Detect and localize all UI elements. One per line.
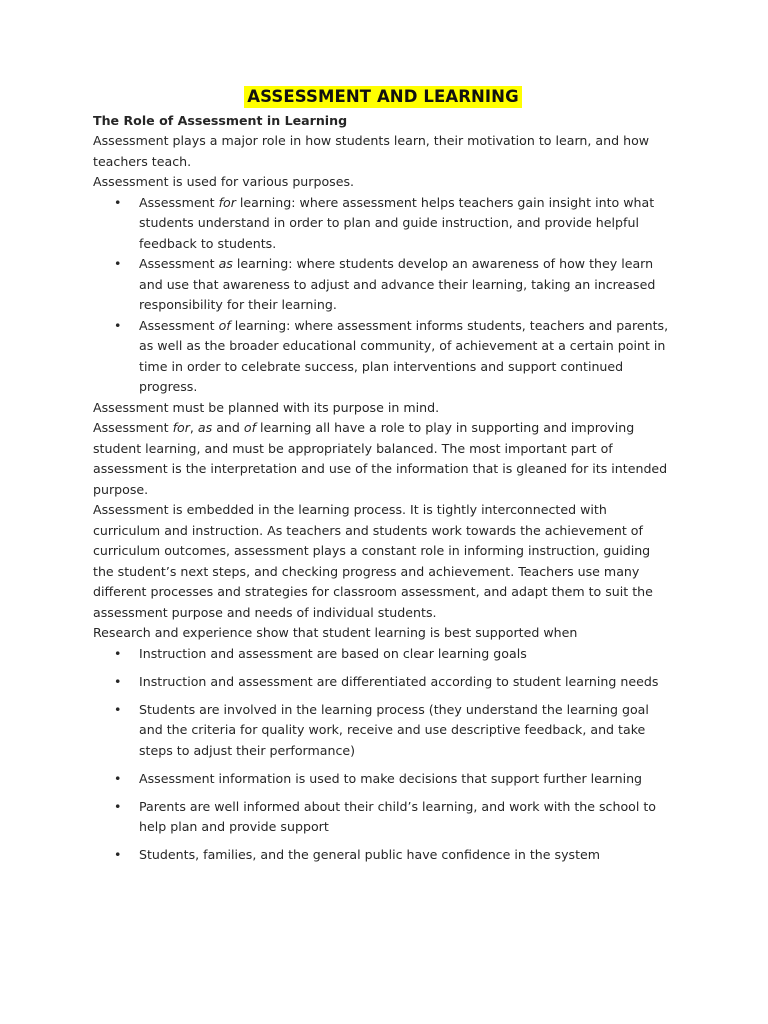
bullet-icon: • [114,798,122,814]
item-text: Instruction and assessment are differentiated according to student learning needs [139,673,659,689]
item-text-post: learning: where students develop an awareness of how they learn and use that awareness to adjust and advance their learning, taking an increased responsibility for their learning. [139,256,656,312]
bullet-icon: • [114,256,122,271]
document-page [93,86,673,866]
item-text-post: learning: where assessment helps teachers gain insight into what students understand in order to plan and guide instruction, and provide helpful feedback to students. [139,194,655,251]
embedded-paragraph: Assessment is embedded in the learning process. It is tightly interconnected with curriculum and instruction. As teachers and students work towards the achievement of curriculum outcomes, assessment plays a constant role in informing instruction, guiding the student’s next steps, and checking progress and achievement. Teachers use many different processes and strategies for classroom assessment, and adapt them to suit the assessment purpose and needs of individual students. [93,502,653,620]
list-item [93,845,673,866]
list-item [93,672,673,693]
item-text-emphasis: for [218,194,236,210]
list-item [93,797,673,838]
section-heading: The Role of Assessment in Learning [93,112,348,128]
list-item [93,316,673,398]
item-text: Instruction and assessment are based on clear learning goals [139,645,527,661]
list-item [93,644,673,665]
bullet-icon: • [114,847,122,862]
purposes-intro: Assessment is used for various purposes. [93,174,355,189]
bullet-icon: • [114,194,122,210]
item-text-pre: Assessment [139,317,219,333]
list-item [93,193,673,255]
balanced-paragraph [93,418,673,500]
list-item [93,769,673,790]
title-wrap [93,86,673,109]
planned-paragraph: Assessment must be planned with its purpose in mind. [93,399,440,415]
item-text: Students are involved in the learning process (they understand the learning goal and the criteria for quality work, receive and use descriptive feedback, and take steps to adjust their performance) [139,701,649,758]
document-title: ASSESSMENT AND LEARNING [244,86,521,108]
balanced-emphasis-of: of [243,420,257,435]
item-text: Students, families, and the general public have confidence in the system [139,847,601,862]
balanced-text: Assessment [93,420,173,435]
balanced-text: and [212,420,244,435]
item-text-pre: Assessment [139,194,219,210]
item-text-emphasis: as [218,256,233,271]
research-intro: Research and experience show that student learning is best supported when [93,625,578,640]
item-text-emphasis: of [218,317,231,333]
purposes-list [93,193,673,398]
item-text-post: learning: where assessment informs students, teachers and parents, as well as the broader educational community, of achievement at a certain point in time in order to celebrate success, plan interventions and support continued progress. [139,317,669,394]
list-item [93,700,673,762]
balanced-emphasis-for: for [172,420,190,435]
intro-paragraph: Assessment plays a major role in how students learn, their motivation to learn, and how teachers teach. [93,133,650,169]
bullet-icon: • [114,317,122,333]
balanced-text: learning all have a role to play in supporting and improving student learning, and must be appropriately balanced. The most important part of assessment is the interpretation and use of the information that is gleaned for its intended purpose. [93,420,668,497]
supports-list [93,644,673,866]
bullet-icon: • [114,701,122,717]
balanced-text: , [189,420,198,435]
bullet-icon: • [114,645,122,661]
item-text: Assessment information is used to make decisions that support further learning [139,770,643,786]
list-item [93,254,673,316]
bullet-icon: • [114,673,122,689]
balanced-emphasis-as: as [197,420,213,435]
bullet-icon: • [114,770,122,786]
item-text: Parents are well informed about their child’s learning, and work with the school to help plan and provide support [139,798,657,834]
item-text-pre: Assessment [139,256,219,271]
